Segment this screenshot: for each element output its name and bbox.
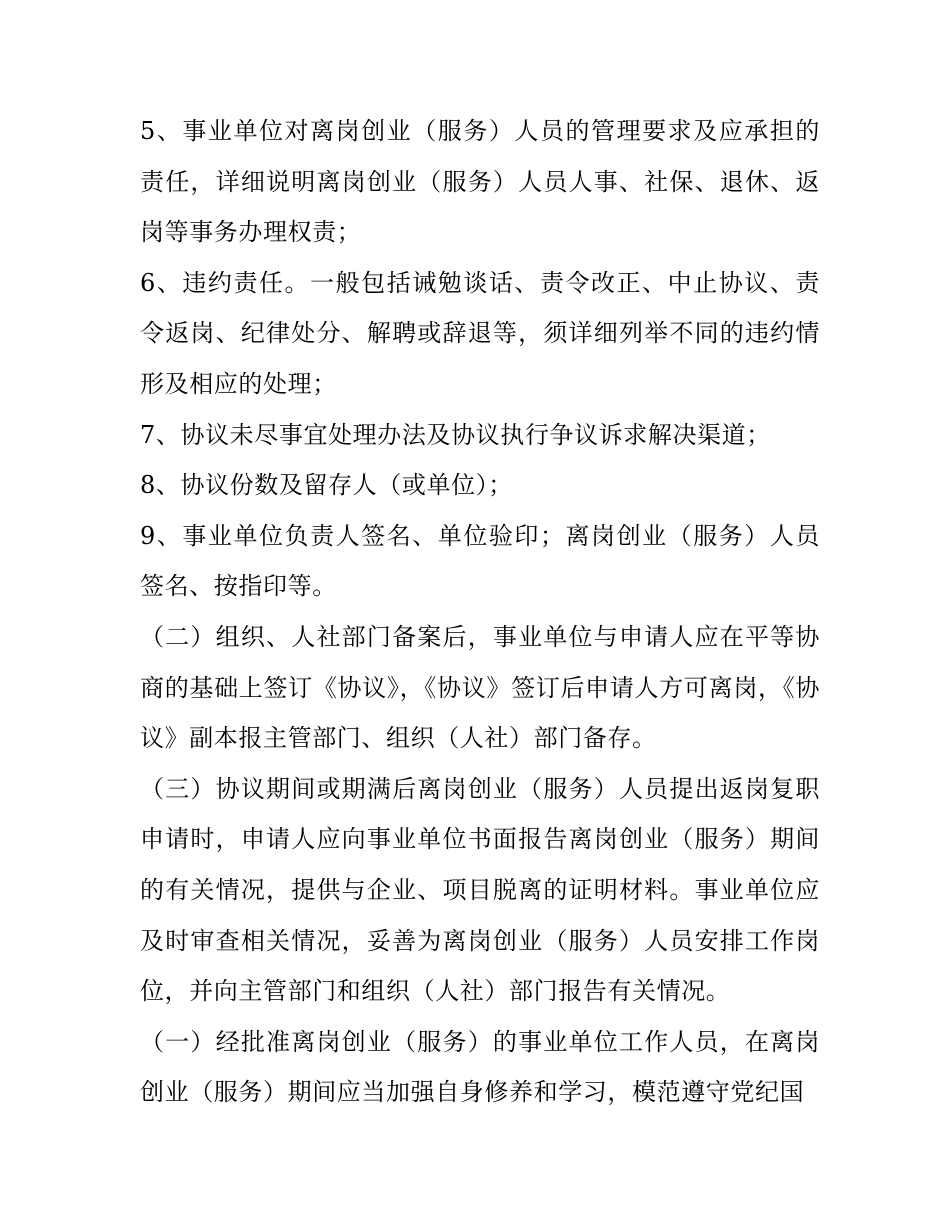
paragraph-item-8-copies: 8、协议份数及留存人（或单位）； xyxy=(140,471,513,500)
paragraph-section-2-signing: （二）组织、人社部门备案后，事业单位与申请人应在平等协商的基础上签订《协议》，《协议》签订后申请人方可离岗，《协议》副本报主管部门、组织（人社）部门备存。 xyxy=(140,622,820,753)
paragraph-item-7-dispute-resolution: 7、协议未尽事宜处理办法及协议执行争议诉求解决渠道； xyxy=(140,420,771,449)
paragraph-item-6-breach-liability: 6、违约责任。一般包括诫勉谈话、责令改正、中止协议、责令返岗、纪律处分、解聘或辞退等，须详细列举不同的违约情形及相应的处理； xyxy=(140,268,820,398)
paragraph-section-1-conduct: （一）经批准离岗创业（服务）的事业单位工作人员，在离岗创业（服务）期间应当加强自身修养和学习，模范遵守党纪国 xyxy=(140,1027,820,1107)
paragraph-item-9-signatures: 9、事业单位负责人签名、单位验印；离岗创业（服务）人员签名、按指印等。 xyxy=(140,521,820,601)
paragraph-item-5-responsibilities: 5、事业单位对离岗创业（服务）人员的管理要求及应承担的责任，详细说明离岗创业（服务）人员人事、社保、退休、返岗等事务办理权责； xyxy=(140,117,820,247)
paragraph-section-3-return: （三）协议期间或期满后离岗创业（服务）人员提出返岗复职申请时，申请人应向事业单位书面报告离岗创业（服务）期间的有关情况，提供与企业、项目脱离的证明材料。事业单位应及时审查相关情况，妥善为离岗创业（服务）人员安排工作岗位，并向主管部门和组织（人社）部门报告有关情况。 xyxy=(140,774,820,1006)
document-body xyxy=(140,106,820,1118)
